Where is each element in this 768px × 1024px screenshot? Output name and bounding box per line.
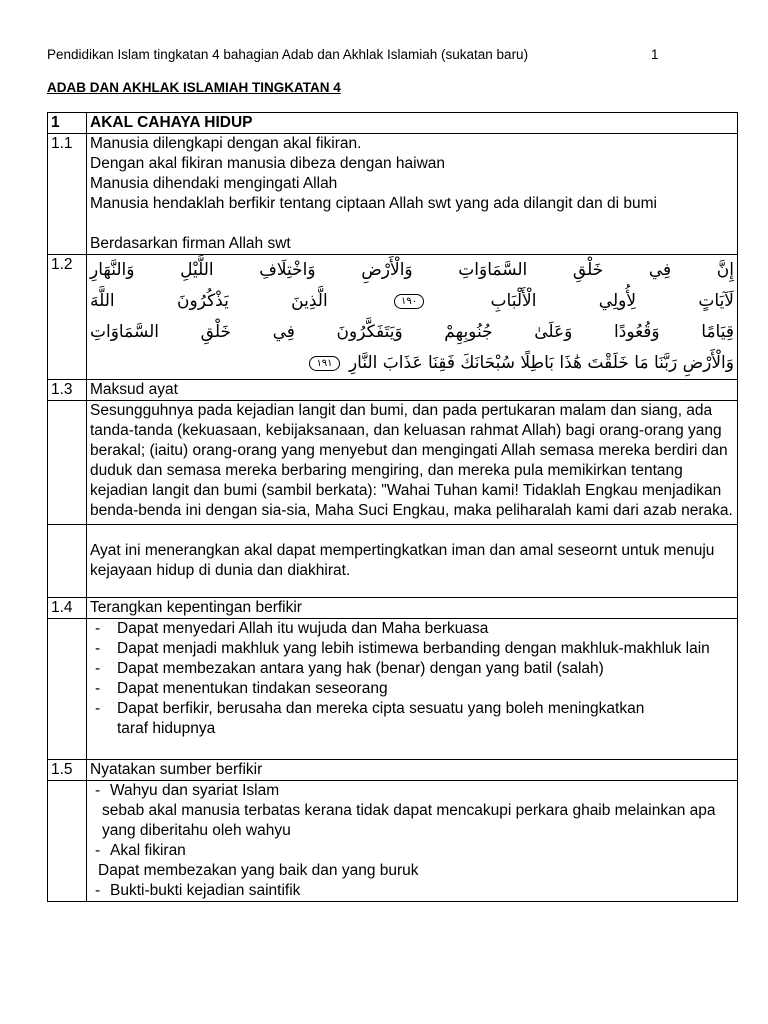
- list-item: - Dapat berfikir, berusaha dan mereka cipta sesuatu yang boleh meningkatkan taraf hidupnya: [90, 699, 734, 739]
- sources-list: [87, 781, 738, 902]
- row-1-5-list: [48, 781, 738, 902]
- source-description: sebab akal manusia terbatas kerana tidak dapat mencakupi perkara ghaib melainkan apa yang diberitahu oleh wahyu: [102, 802, 716, 839]
- row-number: 1.3: [48, 380, 87, 401]
- row-1-3-explanation: [48, 525, 738, 598]
- point-text: Dengan akal fikiran manusia dibeza dengan haiwan: [90, 155, 446, 172]
- section-number: 1: [48, 113, 87, 134]
- row-number: 1.1: [48, 134, 87, 255]
- document-title: ADAB DAN AKHLAK ISLAMIAH TINGKATAN 4: [47, 80, 341, 95]
- point-text: Manusia dilengkapi dengan akal fikiran.: [90, 135, 362, 152]
- row-title: Nyatakan sumber berfikir: [87, 760, 738, 781]
- importance-list: [90, 619, 734, 739]
- list-item: - Dapat menentukan tindakan seseorang: [90, 679, 734, 699]
- row-1-3-title: [48, 380, 738, 401]
- verse-translation: Sesungguhnya pada kejadian langit dan bumi, dan pada pertukaran malam dan siang, ada tanda-tanda (kekuasaan, kebijaksanaan, dan keluasan rahmat Allah) bagi orang-orang yang berakal; (iaitu) orang-orang yang menyebut dan mengingati Allah semasa mereka berdiri dan duduk dan semasa mereka berbaring mengiring, dan mereka pula memikirkan tentang kejadian langit dan bumi (sambil berkata): "Wahai Tuhan kami! Tidaklah Engkau menjadikan benda-benda ini dengan sia-sia, Maha Suci Engkau, maka peliharalah kami dari azab neraka.: [87, 401, 738, 525]
- section-title: AKAL CAHAYA HIDUP: [87, 113, 738, 134]
- row-title: Maksud ayat: [87, 380, 738, 401]
- verse-line: [90, 348, 734, 379]
- row-1-3-translation: [48, 401, 738, 525]
- source-name: - Wahyu dan syariat Islam: [90, 781, 734, 801]
- row-number: 1.4: [48, 598, 87, 619]
- ayah-number-marker: ١٩٠: [394, 294, 424, 309]
- row-1-1: [48, 134, 738, 255]
- ayah-number-marker: ١٩١: [309, 356, 339, 371]
- verse-explanation: Ayat ini menerangkan akal dapat mempertingkatkan iman dan amal seseornt untuk menuju kejayaan hidup di dunia dan diakhirat.: [87, 525, 738, 598]
- page-number: 1: [651, 47, 659, 62]
- row-1-2: [48, 255, 738, 380]
- source-name: - Bukti-bukti kejadian saintifik: [90, 881, 734, 901]
- header-text: Pendidikan Islam tingkatan 4 bahagian Adab dan Akhlak Islamiah (sukatan baru): [47, 47, 529, 62]
- quran-verse: [87, 255, 738, 380]
- row-title: Terangkan kepentingan berfikir: [87, 598, 738, 619]
- notes-table: [47, 112, 738, 902]
- verse-fragment: وَالْأَرْضِ رَبَّنَا مَا خَلَقْتَ هَٰذَا بَاطِلًا سُبْحَانَكَ فَقِنَا عَذَابَ النَّارِ: [348, 353, 734, 373]
- row-1-5-title: [48, 760, 738, 781]
- firman-intro: Berdasarkan firman Allah swt: [90, 235, 291, 252]
- verse-fragment: لَآيَاتٍ لِأُولِي الْأَلْبَابِ: [490, 291, 734, 311]
- list-item: - Dapat menyedari Allah itu wujuda dan Maha berkuasa: [90, 619, 734, 639]
- row-1-4-title: [48, 598, 738, 619]
- source-description: Dapat membezakan yang baik dan yang buruk: [98, 862, 419, 879]
- list-item: - Dapat menjadi makhluk yang lebih istimewa berbanding dengan makhluk-makhluk lain: [90, 639, 734, 659]
- verse-line: [90, 286, 734, 317]
- source-name: - Akal fikiran: [90, 841, 734, 861]
- row-1-1-content: [87, 134, 738, 255]
- verse-fragment: الَّذِينَ يَذْكُرُونَ اللَّهَ: [90, 291, 328, 311]
- row-number: 1.2: [48, 255, 87, 380]
- row-1-4-list: [48, 619, 738, 760]
- section-title-row: [48, 113, 738, 134]
- row-number: 1.5: [48, 760, 87, 781]
- point-text: Manusia hendaklah berfikir tentang ciptaan Allah swt yang ada dilangit dan di bumi: [90, 195, 657, 212]
- running-header: [47, 47, 659, 62]
- verse-line: إِنَّ فِي خَلْقِ السَّمَاوَاتِ وَالْأَرْضِ وَاخْتِلَافِ اللَّيْلِ وَالنَّهَارِ: [90, 260, 734, 280]
- point-text: Manusia dihendaki mengingati Allah: [90, 175, 338, 192]
- verse-line: قِيَامًا وَقُعُودًا وَعَلَىٰ جُنُوبِهِمْ وَيَتَفَكَّرُونَ فِي خَلْقِ السَّمَاوَاتِ: [90, 322, 734, 342]
- list-item: - Dapat membezakan antara yang hak (benar) dengan yang batil (salah): [90, 659, 734, 679]
